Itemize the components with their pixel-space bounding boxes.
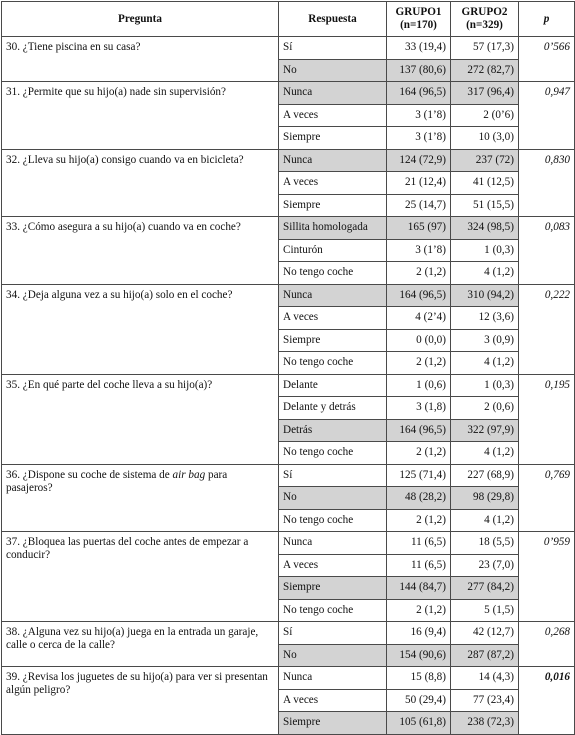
response-label: No [279, 487, 387, 510]
survey-results-table [1, 1, 575, 735]
response-label: No tengo coche [279, 262, 387, 285]
grupo1-value: 137 (80,6) [387, 59, 451, 82]
grupo2-value: 4 (1,2) [451, 509, 519, 532]
response-label: Nunca [279, 149, 387, 172]
question-text: ¿Lleva su hijo(a) consigo cuando va en bicicleta? [22, 153, 244, 166]
response-label: Sí [279, 37, 387, 60]
p-value: 0’959 [519, 532, 575, 622]
grupo2-value: 12 (3,6) [451, 307, 519, 330]
response-label: Siempre [279, 127, 387, 150]
grupo1-value: 3 (1’8) [387, 104, 451, 127]
question-number: 33. [6, 221, 20, 233]
grupo2-value: 227 (68,9) [451, 464, 519, 487]
p-value: 0,083 [519, 217, 575, 285]
header-grupo1-name: GRUPO1 [395, 6, 442, 18]
question-cell [2, 667, 279, 735]
table-row [2, 37, 575, 60]
header-grupo1-n: (n=170) [400, 19, 437, 31]
response-label: No [279, 644, 387, 667]
question-number: 35. [6, 378, 20, 391]
grupo1-value: 50 (29,4) [387, 689, 451, 712]
grupo2-value: 3 (0,9) [451, 329, 519, 352]
grupo1-value: 1 (0,6) [387, 374, 451, 397]
grupo1-value: 25 (14,7) [387, 194, 451, 217]
table-row [2, 284, 575, 307]
response-label: A veces [279, 689, 387, 712]
grupo2-value: 4 (1,2) [451, 352, 519, 375]
grupo1-value: 16 (9,4) [387, 622, 451, 645]
grupo2-value: 272 (82,7) [451, 59, 519, 82]
header-pregunta: Pregunta [2, 2, 279, 37]
question-cell [2, 464, 279, 532]
grupo2-value: 1 (0,3) [451, 374, 519, 397]
grupo2-value: 4 (1,2) [451, 442, 519, 465]
grupo1-value: 2 (1,2) [387, 262, 451, 285]
question-cell [2, 217, 279, 285]
header-grupo2-n: (n=329) [466, 19, 503, 31]
p-value: 0,947 [519, 82, 575, 150]
header-respuesta: Respuesta [279, 2, 387, 37]
question-text: ¿Permite que su hijo(a) nade sin supervisión? [22, 86, 226, 98]
question-number: 38. [6, 626, 20, 638]
response-label: Siempre [279, 194, 387, 217]
grupo1-value: 144 (84,7) [387, 577, 451, 600]
header-grupo2-name: GRUPO2 [461, 6, 508, 18]
grupo2-value: 238 (72,3) [451, 712, 519, 735]
question-cell [2, 37, 279, 82]
header-p-label: p [543, 12, 550, 25]
grupo1-value: 154 (90,6) [387, 644, 451, 667]
grupo1-value: 2 (1,2) [387, 442, 451, 465]
response-label: Nunca [279, 667, 387, 690]
header-p [519, 2, 575, 37]
question-number: 31. [6, 86, 20, 98]
response-label: No tengo coche [279, 442, 387, 465]
grupo2-value: 2 (0,6) [451, 397, 519, 420]
table-row [2, 149, 575, 172]
question-text: ¿Tiene piscina en su casa? [22, 41, 141, 53]
grupo1-value: 15 (8,8) [387, 667, 451, 690]
grupo2-value: 5 (1,5) [451, 599, 519, 622]
response-label: Sillita homologada [279, 217, 387, 240]
response-label: Siempre [279, 712, 387, 735]
grupo1-value: 11 (6,5) [387, 532, 451, 555]
p-value: 0,769 [519, 464, 575, 532]
grupo1-value: 164 (96,5) [387, 419, 451, 442]
response-label: Delante [279, 374, 387, 397]
header-grupo2 [451, 2, 519, 37]
response-label: Nunca [279, 82, 387, 105]
grupo1-value: 2 (1,2) [387, 599, 451, 622]
table-row [2, 82, 575, 105]
grupo2-value: 287 (87,2) [451, 644, 519, 667]
p-value: 0’566 [519, 37, 575, 82]
question-text: ¿Bloquea las puertas del coche antes de empezar a conducir? [6, 536, 249, 561]
grupo1-value: 11 (6,5) [387, 554, 451, 577]
response-label: No tengo coche [279, 599, 387, 622]
response-label: Sí [279, 622, 387, 645]
p-value: 0,016 [519, 667, 575, 735]
grupo2-value: 2 (0’6) [451, 104, 519, 127]
p-value: 0,830 [519, 149, 575, 217]
grupo2-value: 14 (4,3) [451, 667, 519, 690]
grupo2-value: 4 (1,2) [451, 262, 519, 285]
grupo2-value: 42 (12,7) [451, 622, 519, 645]
grupo1-value: 21 (12,4) [387, 172, 451, 195]
question-text: ¿Dispone su coche de sistema de air bag para pasajeros? [6, 468, 228, 494]
table-row [2, 667, 575, 690]
grupo2-value: 1 (0,3) [451, 239, 519, 262]
p-value: 0,195 [519, 374, 575, 464]
grupo1-value: 124 (72,9) [387, 149, 451, 172]
question-text: ¿Cómo asegura a su hijo(a) cuando va en coche? [22, 221, 241, 233]
table-row [2, 532, 575, 555]
grupo1-value: 33 (19,4) [387, 37, 451, 60]
question-cell [2, 532, 279, 622]
question-cell [2, 82, 279, 150]
response-label: No tengo coche [279, 509, 387, 532]
question-cell [2, 149, 279, 217]
grupo1-value: 3 (1,8) [387, 397, 451, 420]
grupo2-value: 277 (84,2) [451, 577, 519, 600]
question-number: 37. [6, 536, 20, 548]
grupo1-value: 0 (0,0) [387, 329, 451, 352]
question-cell [2, 622, 279, 667]
header-row [2, 2, 575, 37]
grupo2-value: 18 (5,5) [451, 532, 519, 555]
grupo2-value: 57 (17,3) [451, 37, 519, 60]
question-text: ¿Alguna vez su hijo(a) juega en la entrada un garaje, calle o cerca de la calle? [6, 626, 259, 651]
grupo1-value: 164 (96,5) [387, 82, 451, 105]
grupo1-value: 3 (1’8) [387, 127, 451, 150]
table-body [2, 37, 575, 735]
grupo1-value: 4 (2’4) [387, 307, 451, 330]
grupo1-value: 2 (1,2) [387, 509, 451, 532]
response-label: Detrás [279, 419, 387, 442]
grupo2-value: 98 (29,8) [451, 487, 519, 510]
grupo2-value: 310 (94,2) [451, 284, 519, 307]
grupo1-value: 2 (1,2) [387, 352, 451, 375]
grupo2-value: 317 (96,4) [451, 82, 519, 105]
grupo1-value: 125 (71,4) [387, 464, 451, 487]
response-label: No [279, 59, 387, 82]
grupo2-value: 237 (72) [451, 149, 519, 172]
question-number: 39. [6, 671, 20, 683]
question-text: ¿En qué parte del coche lleva a su hijo(a)? [22, 378, 213, 391]
question-number: 36. [6, 468, 20, 481]
grupo2-value: 10 (3,0) [451, 127, 519, 150]
question-text: ¿Deja alguna vez a su hijo(a) solo en el coche? [22, 288, 233, 301]
grupo2-value: 322 (97,9) [451, 419, 519, 442]
response-label: A veces [279, 172, 387, 195]
grupo2-value: 77 (23,4) [451, 689, 519, 712]
grupo1-value: 48 (28,2) [387, 487, 451, 510]
table-row [2, 374, 575, 397]
grupo2-value: 41 (12,5) [451, 172, 519, 195]
response-label: Sí [279, 464, 387, 487]
grupo1-value: 3 (1’8) [387, 239, 451, 262]
question-text: ¿Revisa los juguetes de su hijo(a) para ver si presentan algún peligro? [6, 671, 268, 696]
question-number: 32. [6, 153, 20, 166]
response-label: Siempre [279, 329, 387, 352]
response-label: Cinturón [279, 239, 387, 262]
p-value: 0,222 [519, 284, 575, 374]
response-label: A veces [279, 104, 387, 127]
table-row [2, 464, 575, 487]
response-label: Nunca [279, 284, 387, 307]
grupo2-value: 51 (15,5) [451, 194, 519, 217]
grupo1-value: 164 (96,5) [387, 284, 451, 307]
question-cell [2, 374, 279, 464]
grupo2-value: 324 (98,5) [451, 217, 519, 240]
table-row [2, 217, 575, 240]
question-number: 34. [6, 288, 20, 301]
response-label: Siempre [279, 577, 387, 600]
table-row [2, 622, 575, 645]
question-cell [2, 284, 279, 374]
response-label: A veces [279, 307, 387, 330]
header-grupo1 [387, 2, 451, 37]
grupo1-value: 165 (97) [387, 217, 451, 240]
response-label: Delante y detrás [279, 397, 387, 420]
grupo1-value: 105 (61,8) [387, 712, 451, 735]
response-label: Nunca [279, 532, 387, 555]
p-value: 0,268 [519, 622, 575, 667]
grupo2-value: 23 (7,0) [451, 554, 519, 577]
question-number: 30. [6, 41, 20, 53]
response-label: No tengo coche [279, 352, 387, 375]
response-label: A veces [279, 554, 387, 577]
